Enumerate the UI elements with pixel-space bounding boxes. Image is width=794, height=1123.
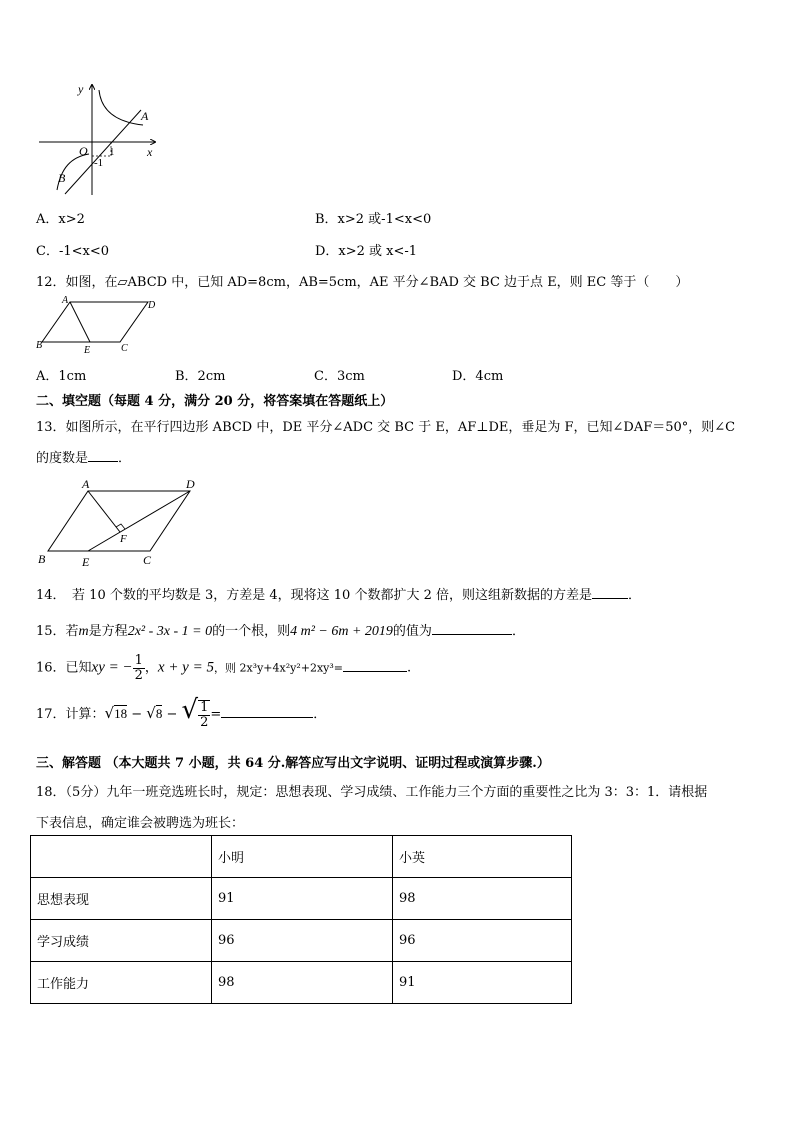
table-row — [31, 920, 572, 962]
table-header-cell — [31, 836, 212, 878]
q16-p2: ， — [144, 660, 158, 676]
q12-option-a: A．1cm — [36, 369, 87, 384]
sqrt-symbol: √ — [181, 695, 199, 726]
q13-text: 的度数是 — [36, 451, 89, 466]
q17-radicand-2: 8 — [155, 706, 163, 722]
q13-line1: 13．如图所示，在平行四边形 ABCD 中，DE 平分∠ADC 交 BC 于 E，AF⊥DE，垂足为 F，已知∠DAF＝50°，则∠C — [36, 420, 736, 435]
table-row — [31, 878, 572, 920]
q16-x-plus-y: x + y = 5 — [157, 659, 214, 676]
segment-af — [88, 491, 120, 532]
q15-p4: 的值为 — [392, 624, 432, 639]
table-cell: 98 — [212, 962, 393, 1004]
label-x: x — [147, 145, 153, 159]
q17-minus-2: − — [162, 707, 182, 723]
fraction-denominator: 2 — [134, 667, 143, 683]
section-3-heading: 三、解答题 （本大题共 7 小题，共 64 分.解答应写出文字说明、证明过程或演算步骤.） — [36, 756, 550, 771]
q13-line2 — [36, 447, 131, 466]
fraction-numerator: 1 — [134, 653, 143, 668]
q17 — [36, 695, 327, 730]
label-a: A — [62, 295, 69, 306]
q17-radicand-1: 18 — [114, 706, 128, 722]
table-cell: 学习成绩 — [31, 920, 212, 962]
parallelogram-abcd — [42, 302, 148, 342]
label-a: A — [82, 477, 90, 491]
q15-answer-blank[interactable] — [432, 634, 512, 635]
label-b: B — [58, 171, 66, 185]
q17-p1: 17．计算： — [36, 707, 105, 723]
q14-answer-blank[interactable] — [592, 598, 628, 599]
q16-p3: ，则 2x³y+4x²y²+2xy³= — [213, 661, 344, 675]
table-cell: 96 — [212, 920, 393, 962]
label-d: D — [148, 300, 156, 311]
label-neg-one: -1 — [94, 157, 104, 169]
segment-ae — [70, 302, 90, 342]
q18-line2: 下表信息，确定谁会被聘选为班长： — [36, 816, 245, 831]
q11-option-a: A．x>2 — [36, 212, 85, 227]
q15-m: m — [78, 624, 89, 639]
label-e: E — [82, 555, 90, 569]
q12-option-c: C．3cm — [314, 369, 365, 384]
q17-fraction — [198, 700, 210, 729]
q18-line1: 18．（5分）九年一班竞选班长时，规定：思想表现、学习成绩、工作能力三个方面的重要性之比为 3：3：1．请根据 — [36, 785, 708, 800]
q17-minus-1: − — [127, 707, 147, 723]
label-b: B — [38, 552, 46, 566]
q17-equals: = — [210, 707, 222, 723]
table-header-row — [31, 836, 572, 878]
sqrt-symbol: √ — [146, 704, 156, 723]
q17-end: ． — [313, 707, 327, 723]
label-one: 1 — [109, 146, 115, 158]
table-header-cell: 小英 — [393, 836, 572, 878]
table-cell: 工作能力 — [31, 962, 212, 1004]
hyperbola-upper — [99, 90, 143, 125]
q16-xy: xy = − — [91, 659, 133, 676]
label-origin: O — [79, 144, 88, 158]
table-cell: 91 — [212, 878, 393, 920]
parallelogram-abcd — [48, 491, 190, 551]
label-y: y — [78, 82, 84, 96]
table-cell: 91 — [393, 962, 572, 1004]
q15-p2: 是方程 — [88, 624, 128, 639]
segment-de — [88, 491, 190, 551]
label-a: A — [141, 109, 149, 123]
q16-p1: 16．已知 — [36, 660, 92, 676]
q12-text: 12．如图，在▱ABCD 中，已知 AD=8cm，AB=5cm，AE 平分∠BAD 交 BC 边于点 E，则 EC 等于（ ） — [36, 275, 689, 290]
q15-expression: 4 m² − 6m + 2019 — [290, 624, 393, 639]
fraction-denominator: 2 — [200, 714, 209, 730]
table-cell: 思想表现 — [31, 878, 212, 920]
section-2-heading: 二、填空题（每题 4 分，满分 20 分，将答案填在答题纸上） — [36, 394, 394, 409]
q14-text: 14． 若 10 个数的平均数是 3，方差是 4，现将这 10 个数都扩大 2 倍，则这组新数据的方差是 — [36, 588, 592, 603]
q11-option-c: C．-1<x<0 — [36, 244, 109, 259]
q15-end: ． — [511, 624, 525, 639]
table-cell: 98 — [393, 878, 572, 920]
q12-figure — [36, 294, 166, 356]
q16-answer-blank[interactable] — [343, 671, 407, 672]
label-c: C — [143, 553, 152, 567]
label-f: F — [120, 533, 127, 545]
q11-graph — [35, 80, 165, 198]
q14 — [36, 584, 641, 603]
q15-p1: 15．若 — [36, 624, 79, 639]
q15 — [36, 620, 525, 640]
q15-equation: 2x² - 3x - 1 = 0 — [127, 624, 213, 639]
q13-end: ． — [118, 451, 132, 466]
q12-option-b: B．2cm — [175, 369, 226, 384]
table-header-cell: 小明 — [212, 836, 393, 878]
q18-table — [30, 835, 572, 1004]
label-c: C — [121, 343, 128, 354]
q17-answer-blank[interactable] — [221, 717, 313, 718]
label-b: B — [36, 340, 43, 351]
q13-answer-blank[interactable] — [88, 461, 118, 462]
q13-figure — [36, 474, 211, 570]
fraction-numerator: 1 — [200, 700, 209, 715]
label-e: E — [84, 345, 91, 356]
table-cell: 96 — [393, 920, 572, 962]
q11-option-d: D．x>2 或 x<-1 — [315, 244, 418, 259]
q12-option-d: D．4cm — [452, 369, 504, 384]
table-row — [31, 962, 572, 1004]
line-graph — [65, 110, 141, 194]
q14-end: ． — [628, 588, 642, 603]
sqrt-symbol: √ — [104, 704, 115, 723]
q16-fraction — [133, 654, 145, 682]
label-d: D — [186, 477, 195, 491]
q16-end: . — [407, 660, 412, 676]
q11-option-b: B．x>2 或-1<x<0 — [315, 212, 432, 227]
q15-p3: 的一个根，则 — [212, 624, 291, 639]
q16 — [36, 654, 411, 682]
